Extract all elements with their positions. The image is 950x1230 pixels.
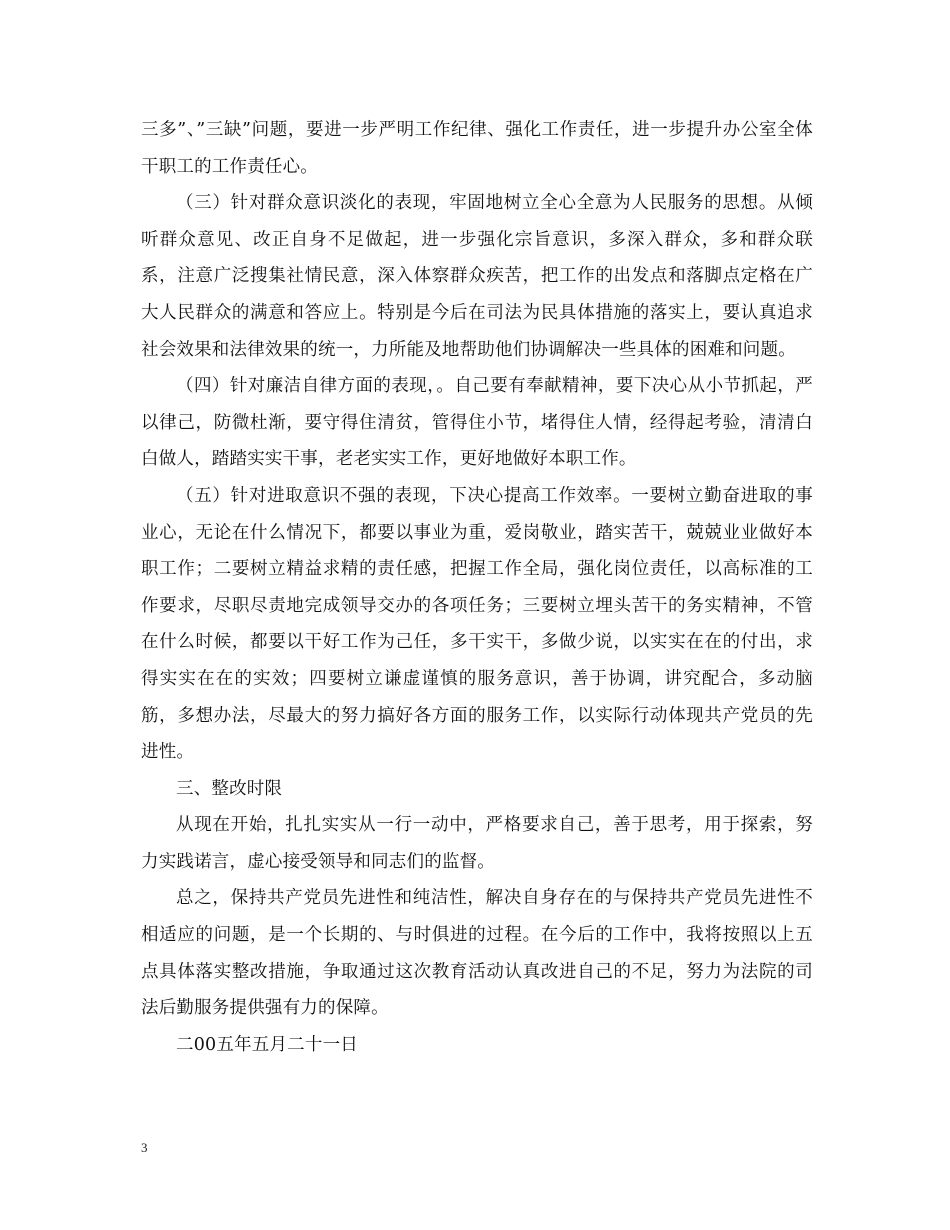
section-heading: 三、整改时限 <box>176 778 283 799</box>
paragraph-item-four: （四）针对廉洁自律方面的表现，。自己要有奉献精神，要下决心从小节抓起，严以律己，防微杜渐，要守得住清贫，管得住小节，堵得住人情，经得起考验，清清白白做人，踏踏实实干事，老老实实工作，更好地做好本职工作。 <box>141 376 813 470</box>
document-date: 二00五年五月二十一日 <box>176 1034 358 1055</box>
paragraph-continuation: 三多”、”三缺”问题，要进一步严明工作纪律、强化工作责任，进一步提升办公室全体干职工的工作责任心。 <box>141 120 813 177</box>
paragraph-item-three: （三）针对群众意识淡化的表现，牢固地树立全心全意为人民服务的思想。从倾听群众意见、改正自身不足做起，进一步强化宗旨意识，多深入群众，多和群众联系，注意广泛搜集社情民意，深入体察群众疾苦，把工作的出发点和落脚点定格在广大人民群众的满意和答应上。特别是今后在司法为民具体措施的落实上，要认真追求社会效果和法律效果的统一，力所能及地帮助他们协调解决一些具体的困难和问题。 <box>141 193 813 360</box>
paragraph-item-five: （五）针对进取意识不强的表现，下决心提高工作效率。一要树立勤奋进取的事业心，无论在什么情况下，都要以事业为重，爱岗敬业，踏实苦干，兢兢业业做好本职工作；二要树立精益求精的责任感，把握工作全局，强化岗位责任，以高标准的工作要求，尽职尽责地完成领导交办的各项任务；三要树立埋头苦干的务实精神，不管在什么时候，都要以干好工作为己任，多干实干，多做少说，以实实在在的付出，求得实实在在的实效；四要树立谦虚谨慎的服务意识，善于协调，讲究配合，多动脑筋，多想办法，尽最大的努力搞好各方面的服务工作，以实际行动体现共产党员的先进性。 <box>141 485 813 763</box>
paragraph-timeline: 从现在开始，扎扎实实从一行一动中，严格要求自己，善于思考，用于探索，努力实践诺言，虚心接受领导和同志们的监督。 <box>141 815 813 872</box>
page-number: 3 <box>141 1140 148 1155</box>
document-body <box>141 112 813 1063</box>
paragraph-conclusion: 总之，保持共产党员先进性和纯洁性，解决自身存在的与保持共产党员先进性不相适应的问题，是一个长期的、与时俱进的过程。在今后的工作中，我将按照以上五点具体落实整改措施，争取通过这次教育活动认真改进自己的不足，努力为法院的司法后勤服务提供强有力的保障。 <box>141 888 813 1019</box>
